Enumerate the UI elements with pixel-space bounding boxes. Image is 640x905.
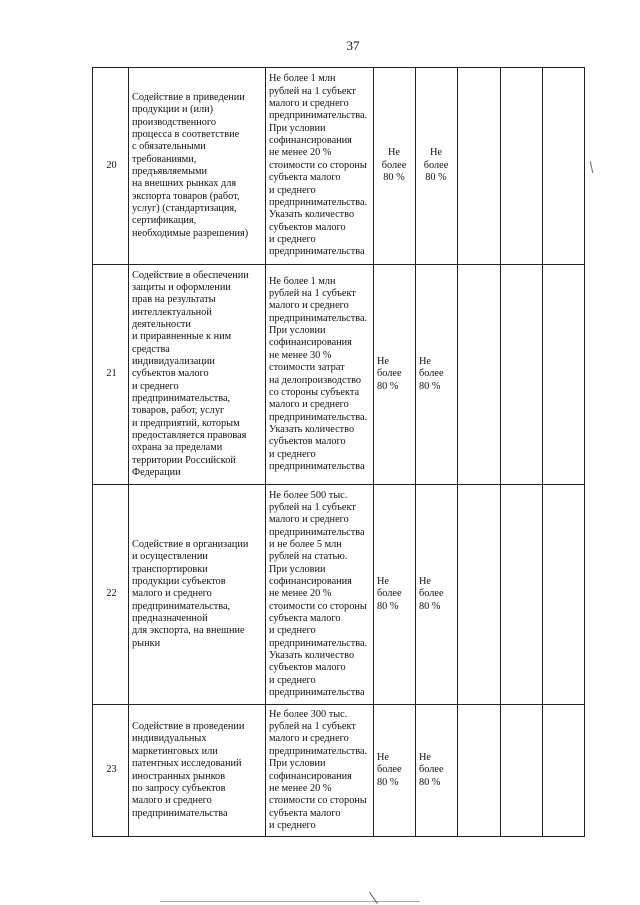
share-cell-a: Не более 80 %	[374, 705, 416, 837]
empty-cell	[543, 68, 585, 265]
empty-cell	[458, 705, 501, 837]
support-condition: Не более 300 тыс. рублей на 1 субъект малого и среднего предпринимательства. При условии софинансирования не менее 20 % стоимости со стороны субъекта малого и среднего	[266, 705, 374, 837]
margin-mark	[590, 161, 593, 173]
empty-cell	[501, 68, 543, 265]
empty-cell	[501, 485, 543, 705]
page-number: 37	[346, 38, 360, 53]
empty-cell	[501, 705, 543, 837]
share-cell-b: Не более 80 %	[416, 705, 458, 837]
empty-cell	[543, 705, 585, 837]
row-number: 21	[93, 265, 129, 485]
empty-cell	[458, 265, 501, 485]
share-cell-b: Не более 80 %	[416, 68, 458, 265]
measure-description: Содействие в обеспечении защиты и оформлении прав на результаты интеллектуальной деятельности и приравненные к ним средства индивидуализации субъектов малого и среднего предпринимательства, товаров, работ, услуг и предприятий, которым предоставляется правовая охрана за пределами территории Российской Федерации	[129, 265, 266, 485]
share-cell-a: Не более 80 %	[374, 68, 416, 265]
support-condition: Не более 500 тыс. рублей на 1 субъект малого и среднего предпринимательства и не более 5 млн рублей на статью. При условии софинансирования не менее 20 % стоимости со стороны субъекта малого и среднего предпринимательства. Указать количество субъектов малого и среднего предпринимательства	[266, 485, 374, 705]
measure-description: Содействие в проведении индивидуальных маркетинговых или патентных исследований иностранных рынков по запросу субъектов малого и среднего предпринимательства	[129, 705, 266, 837]
table-row	[93, 265, 585, 485]
row-number: 22	[93, 485, 129, 705]
share-cell-a: Не более 80 %	[374, 485, 416, 705]
empty-cell	[543, 265, 585, 485]
share-cell-b: Не более 80 %	[416, 265, 458, 485]
row-number: 23	[93, 705, 129, 837]
empty-cell	[501, 265, 543, 485]
scan-artifact-mark	[369, 892, 378, 904]
measure-description: Содействие в организации и осуществлении транспортировки продукции субъектов малого и среднего предпринимательства, предназначенной для экспорта, на внешние рынки	[129, 485, 266, 705]
scan-artifact-line	[160, 901, 420, 902]
support-condition: Не более 1 млн рублей на 1 субъект малого и среднего предпринимательства. При условии софинансирования не менее 30 % стоимости затрат на делопроизводство со стороны субъекта малого и среднего предпринимательства. Указать количество субъектов малого и среднего предпринимательства	[266, 265, 374, 485]
share-cell-b: Не более 80 %	[416, 485, 458, 705]
measure-description: Содействие в приведении продукции и (или) производственного процесса в соответствие с обязательными требованиями, предъявляемыми на внешних рынках для экспорта товаров (работ, услуг) (стандартизация, сертификация, необходимые разрешения)	[129, 68, 266, 265]
table-row	[93, 705, 585, 837]
row-number: 20	[93, 68, 129, 265]
share-cell-a: Не более 80 %	[374, 265, 416, 485]
table-row	[93, 485, 585, 705]
empty-cell	[458, 485, 501, 705]
measures-table	[92, 67, 585, 837]
table-row	[93, 68, 585, 265]
empty-cell	[543, 485, 585, 705]
support-condition: Не более 1 млн рублей на 1 субъект малого и среднего предпринимательства. При условии софинансирования не менее 20 % стоимости со стороны субъекта малого и среднего предпринимательства. Указать количество субъектов малого и среднего предпринимательства	[266, 68, 374, 265]
empty-cell	[458, 68, 501, 265]
